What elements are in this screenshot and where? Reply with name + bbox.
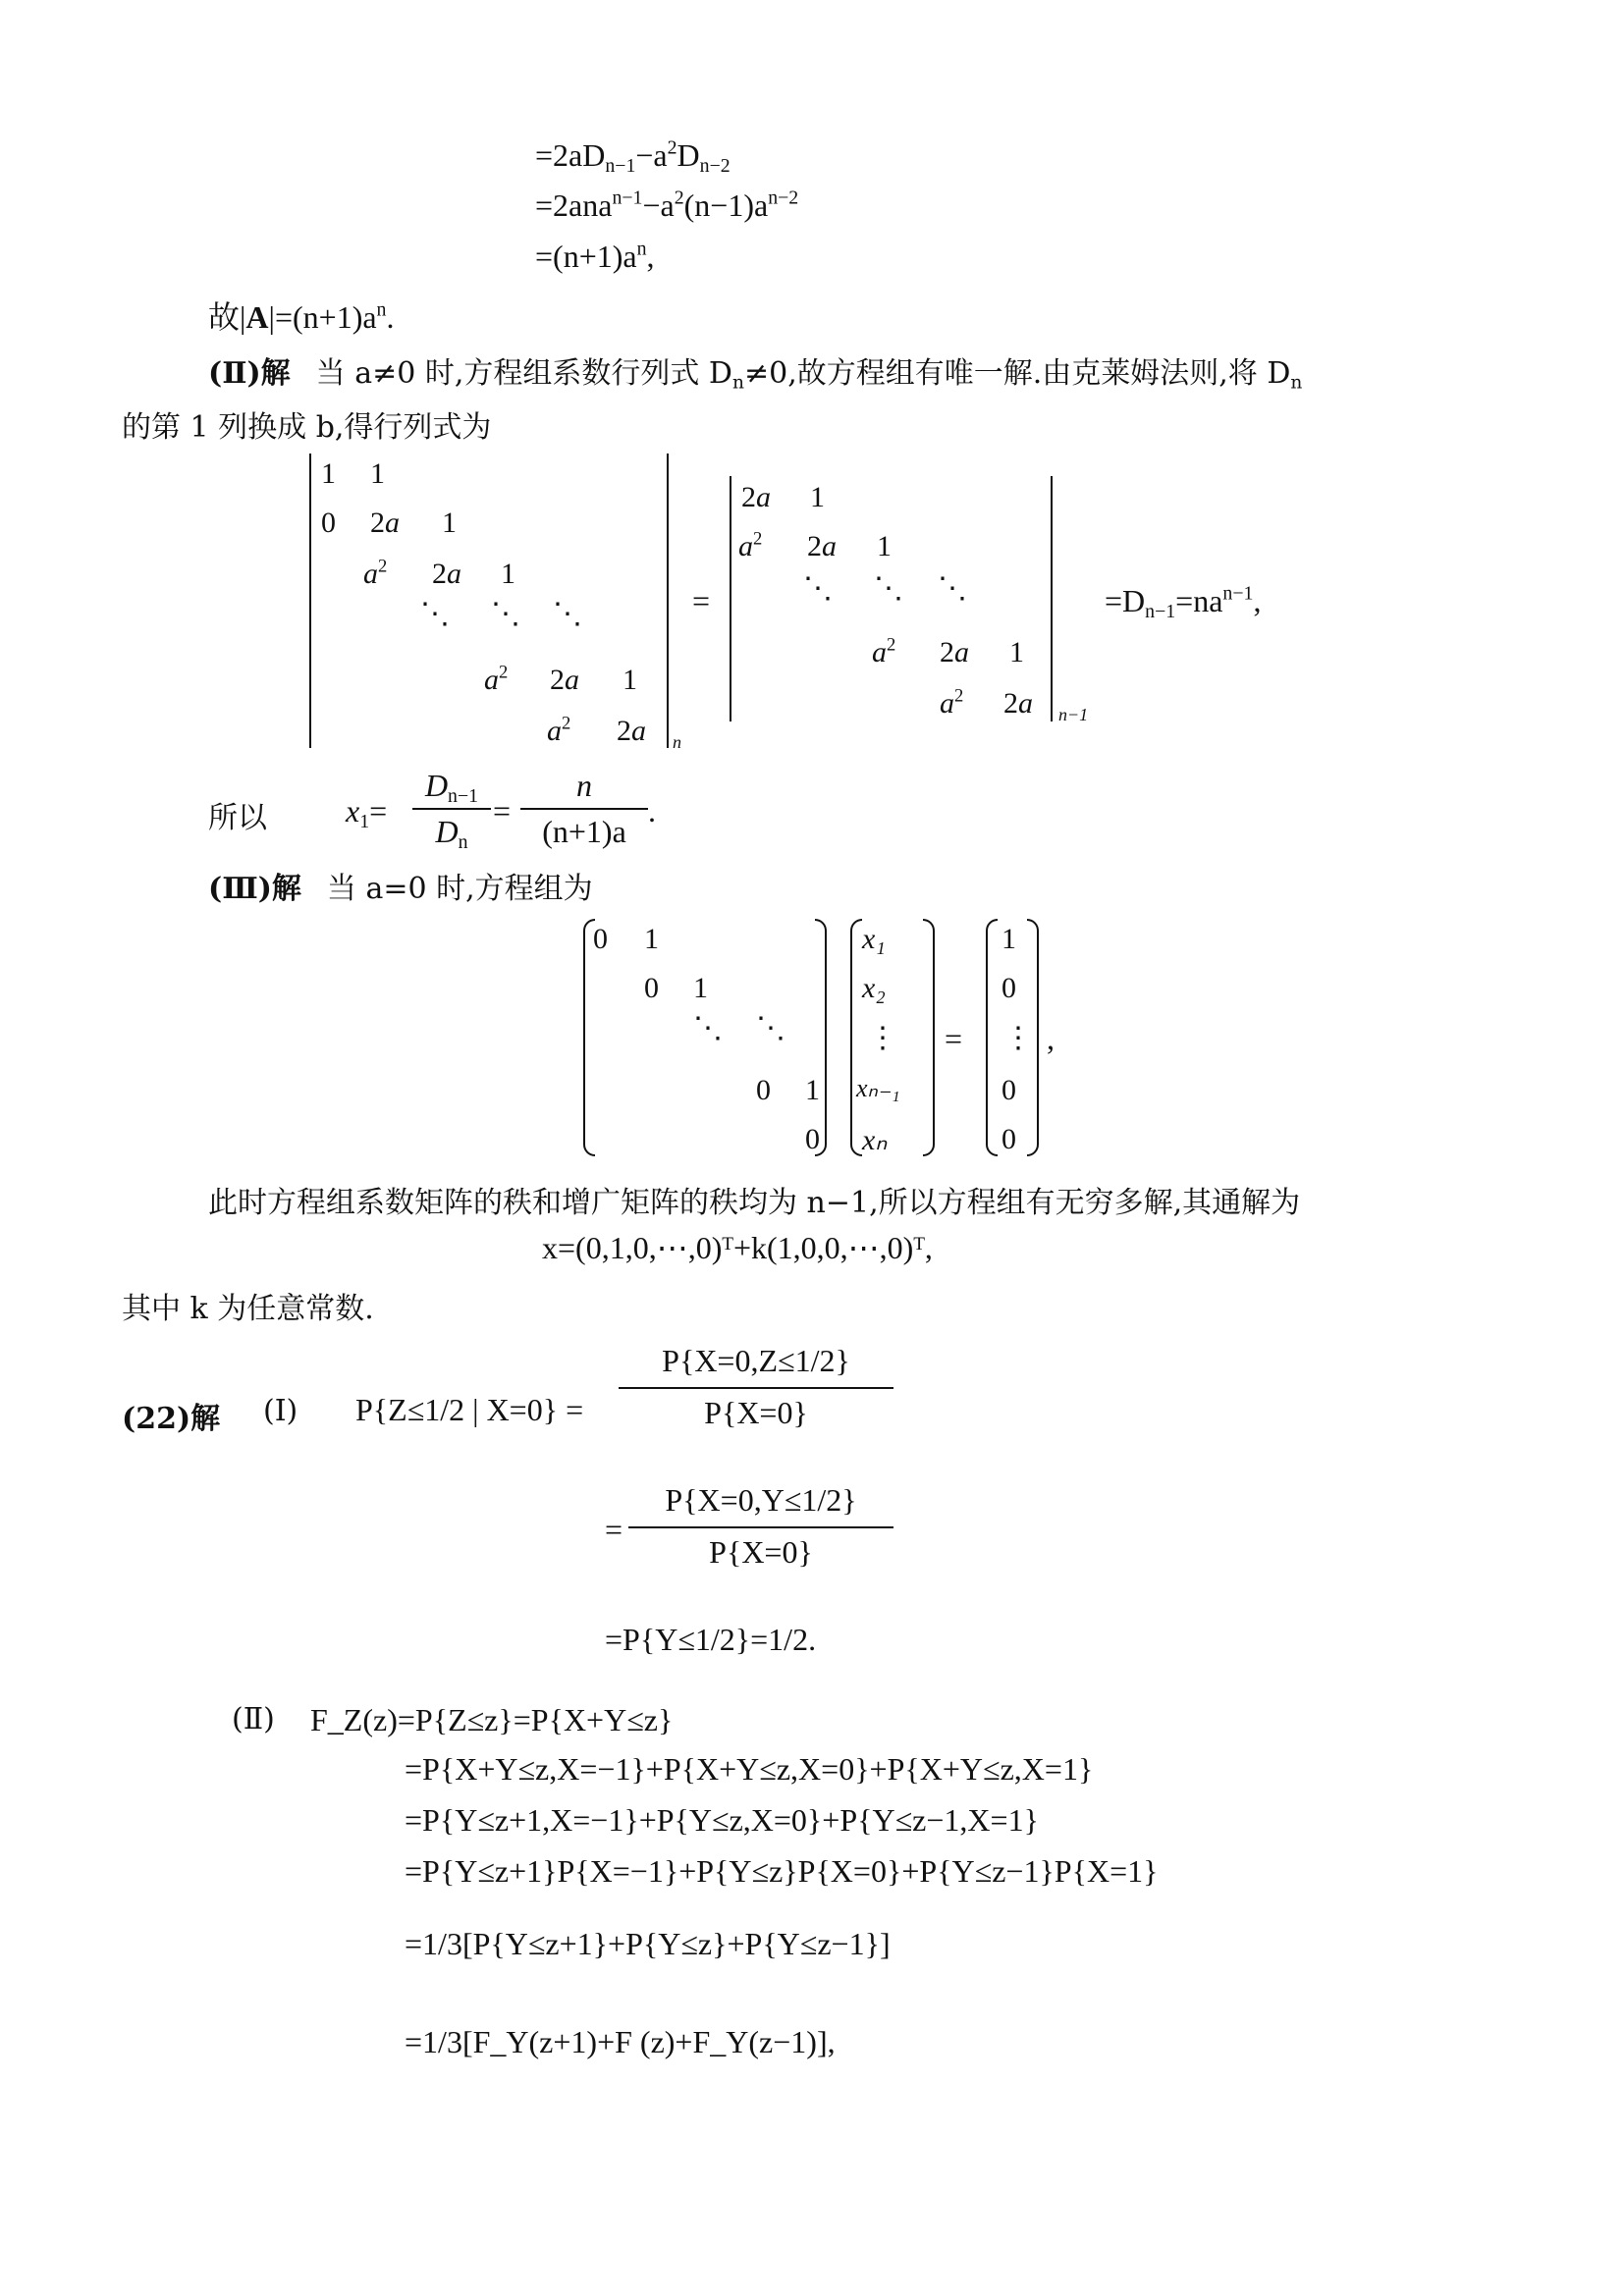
part2-label: (Ⅱ)解 — [208, 356, 291, 391]
frac-dn1-over-dn — [412, 768, 491, 853]
eq-line-1-mid: −a — [635, 137, 668, 173]
coef-paren-right — [815, 919, 827, 1156]
q22-p2-line-3 — [405, 1802, 1039, 1839]
frac-end: . — [648, 793, 656, 828]
frac-eq: = — [493, 793, 512, 828]
det-result-text: =D — [1105, 583, 1146, 618]
xvec-paren-right — [923, 919, 935, 1156]
q22-p2-line-6 — [405, 2024, 836, 2060]
vec-comma: , — [1047, 1021, 1055, 1056]
eq-line-2-text: =2ana — [535, 187, 613, 223]
eq-line-3-sup: n — [636, 238, 647, 260]
det-result — [1105, 582, 1262, 622]
xvec-entry-2: x₂ — [862, 972, 886, 1004]
x1-sub: 1 — [359, 810, 370, 832]
suoyi-text: 所以 — [208, 801, 267, 835]
rank-text — [208, 1178, 1300, 1221]
xvec-paren-left — [850, 919, 862, 1156]
frac-n-over — [520, 768, 648, 850]
det-n1-order: n−1 — [1058, 705, 1089, 724]
part3-line — [208, 864, 593, 907]
eq-line-2-sup1: n−1 — [612, 187, 643, 209]
conclusion-sup: n — [376, 298, 387, 321]
bvec-entry-4: 0 — [1001, 1074, 1016, 1106]
q22-frac2-num: P{X=0,Y≤1/2} — [665, 1482, 857, 1518]
part2-text1b-sub: n — [1290, 372, 1303, 394]
q22-part1-label-text: (Ⅰ) — [263, 1394, 298, 1428]
part2-text1: 当 a≠0 时,方程组系数行列式 D — [315, 356, 732, 391]
part2-line-2 — [122, 402, 491, 446]
det-n1-left-bar — [730, 476, 731, 721]
q22-part2-label — [232, 1702, 275, 1736]
det-result-sup: n−1 — [1222, 582, 1254, 605]
part2-line-1 — [208, 348, 1302, 392]
eq-line-3-end: , — [646, 239, 655, 274]
frac2-num: n — [576, 768, 592, 803]
q22-p2-line-5-text: =1/3[P{Y≤z+1}+P{Y≤z}+P{Y≤z−1}] — [405, 1926, 891, 1961]
q22-frac2-den: P{X=0} — [628, 1526, 893, 1571]
q22-r3 — [605, 1622, 816, 1658]
q22-part1-label — [263, 1394, 298, 1428]
bvec-entry-5: 0 — [1001, 1123, 1016, 1155]
det-result-sub: n−1 — [1145, 600, 1176, 622]
xvec-entry-3: ⋮ — [868, 1022, 897, 1054]
frac2-den: (n+1)a — [520, 808, 648, 850]
q22-frac-2 — [628, 1482, 893, 1571]
eq-line-1-text: =2aD — [535, 137, 606, 173]
eq-line-1-d: D — [677, 137, 700, 173]
frac1-num-sub: n−1 — [448, 784, 479, 807]
det-n-right-bar — [667, 454, 669, 748]
xvec-entry-5: xₙ — [862, 1124, 888, 1156]
conclusion-line — [208, 293, 394, 338]
conclusion-end: . — [386, 299, 395, 335]
x1-lhs: $x_1=$ — [346, 793, 388, 832]
bvec-paren-left — [986, 919, 998, 1156]
det-n-left-bar — [309, 454, 311, 748]
q22-part2-label-text: (Ⅱ) — [232, 1702, 275, 1736]
det-n-order: n — [673, 732, 681, 752]
x1-var: x — [346, 793, 360, 828]
q22-lhs-text: P{Z≤1/2 | X=0} — [355, 1392, 559, 1427]
part3-text: 当 a=0 时,方程组为 — [326, 872, 593, 906]
part2-text1b: ≠0,故方程组有唯一解.由克莱姆法则,将 D — [743, 356, 1291, 391]
det-result-end: , — [1253, 583, 1262, 618]
k-text-span: 其中 k 为任意常数. — [122, 1292, 374, 1326]
det-equals-sign: = — [692, 583, 711, 618]
q22-p2-line-1-text: F_Z(z)=P{Z≤z}=P{X+Y≤z} — [310, 1702, 674, 1737]
q22-frac1-den: P{X=0} — [619, 1387, 893, 1431]
q22-p2-line-6-text: =1/3[F_Y(z+1)+F (z)+F_Y(z−1)], — [405, 2024, 836, 2059]
q22-label-text: (22)解 — [122, 1402, 221, 1436]
xvec-entry-1: x₁ — [862, 923, 886, 955]
det-n1-right-bar — [1051, 476, 1053, 721]
bvec-entry-3: ⋮ — [1003, 1022, 1033, 1054]
conclusion-pre: 故| — [208, 299, 246, 335]
q22-p2-line-1 — [310, 1702, 673, 1738]
vec-equals: = — [945, 1021, 963, 1056]
q22-p2-line-5 — [405, 1926, 891, 1962]
q22-lhs: P{Z≤1/2 | X=0} = — [355, 1392, 584, 1427]
q22-p2-line-4 — [405, 1853, 1158, 1890]
eq-line-1-sub: n−1 — [605, 154, 636, 177]
eq-line-2 — [535, 187, 798, 224]
suoyi-label — [208, 793, 267, 836]
k-text — [122, 1284, 374, 1327]
eq-line-1-sub2: n−2 — [699, 154, 731, 177]
eq-line-3 — [535, 239, 655, 275]
conclusion-matrix-a: A — [245, 299, 269, 335]
eq-line-3-text: =(n+1)a — [535, 239, 637, 274]
eq-line-2-mid: −a — [642, 187, 675, 223]
part2-text1-sub: n — [731, 372, 744, 394]
bvec-entry-1: 1 — [1001, 923, 1016, 955]
det-equals — [692, 583, 710, 619]
bvec-entry-2: 0 — [1001, 972, 1016, 1004]
q22-frac-1 — [619, 1343, 893, 1431]
frac1-den: D — [435, 814, 459, 849]
frac1-num: D — [424, 768, 449, 803]
eq-line-2-sup2: 2 — [674, 187, 684, 209]
general-solution-text: x=(0,1,0,⋯,0)ᵀ+k(1,0,0,⋯,0)ᵀ, — [542, 1230, 933, 1265]
q22-frac1-num: P{X=0,Z≤1/2} — [662, 1343, 850, 1378]
part3-label: (Ⅲ)解 — [208, 872, 301, 906]
general-solution — [542, 1229, 933, 1266]
q22-label — [122, 1394, 220, 1437]
frac1-den-sub: n — [458, 830, 468, 853]
q22-eq2: = — [605, 1512, 623, 1547]
xvec-entry-4: xₙ₋₁ — [856, 1074, 900, 1102]
eq-line-1-sup: 2 — [667, 136, 677, 159]
q22-p2-line-2-text: =P{X+Y≤z,X=−1}+P{X+Y≤z,X=0}+P{X+Y≤z,X=1} — [405, 1751, 1094, 1787]
eq-line-1 — [535, 136, 731, 177]
q22-r3-text: =P{Y≤1/2}=1/2. — [605, 1622, 817, 1657]
conclusion-post: |=(n+1)a — [268, 299, 377, 335]
det-result-mid: =na — [1175, 583, 1223, 618]
eq-line-2-sup3: n−2 — [768, 187, 799, 209]
eq-line-2-end: (n−1)a — [683, 187, 769, 223]
q22-p2-line-3-text: =P{Y≤z+1,X=−1}+P{Y≤z,X=0}+P{Y≤z−1,X=1} — [405, 1802, 1039, 1838]
q22-p2-line-4-text: =P{Y≤z+1}P{X=−1}+P{Y≤z}P{X=0}+P{Y≤z−1}P{X=1} — [405, 1853, 1159, 1889]
part2-text2: 的第 1 列换成 b,得行列式为 — [122, 410, 492, 445]
q22-p2-line-2 — [405, 1751, 1093, 1788]
rank-text-span: 此时方程组系数矩阵的秩和增广矩阵的秩均为 n−1,所以方程组有无穷多解,其通解为 — [208, 1186, 1301, 1220]
